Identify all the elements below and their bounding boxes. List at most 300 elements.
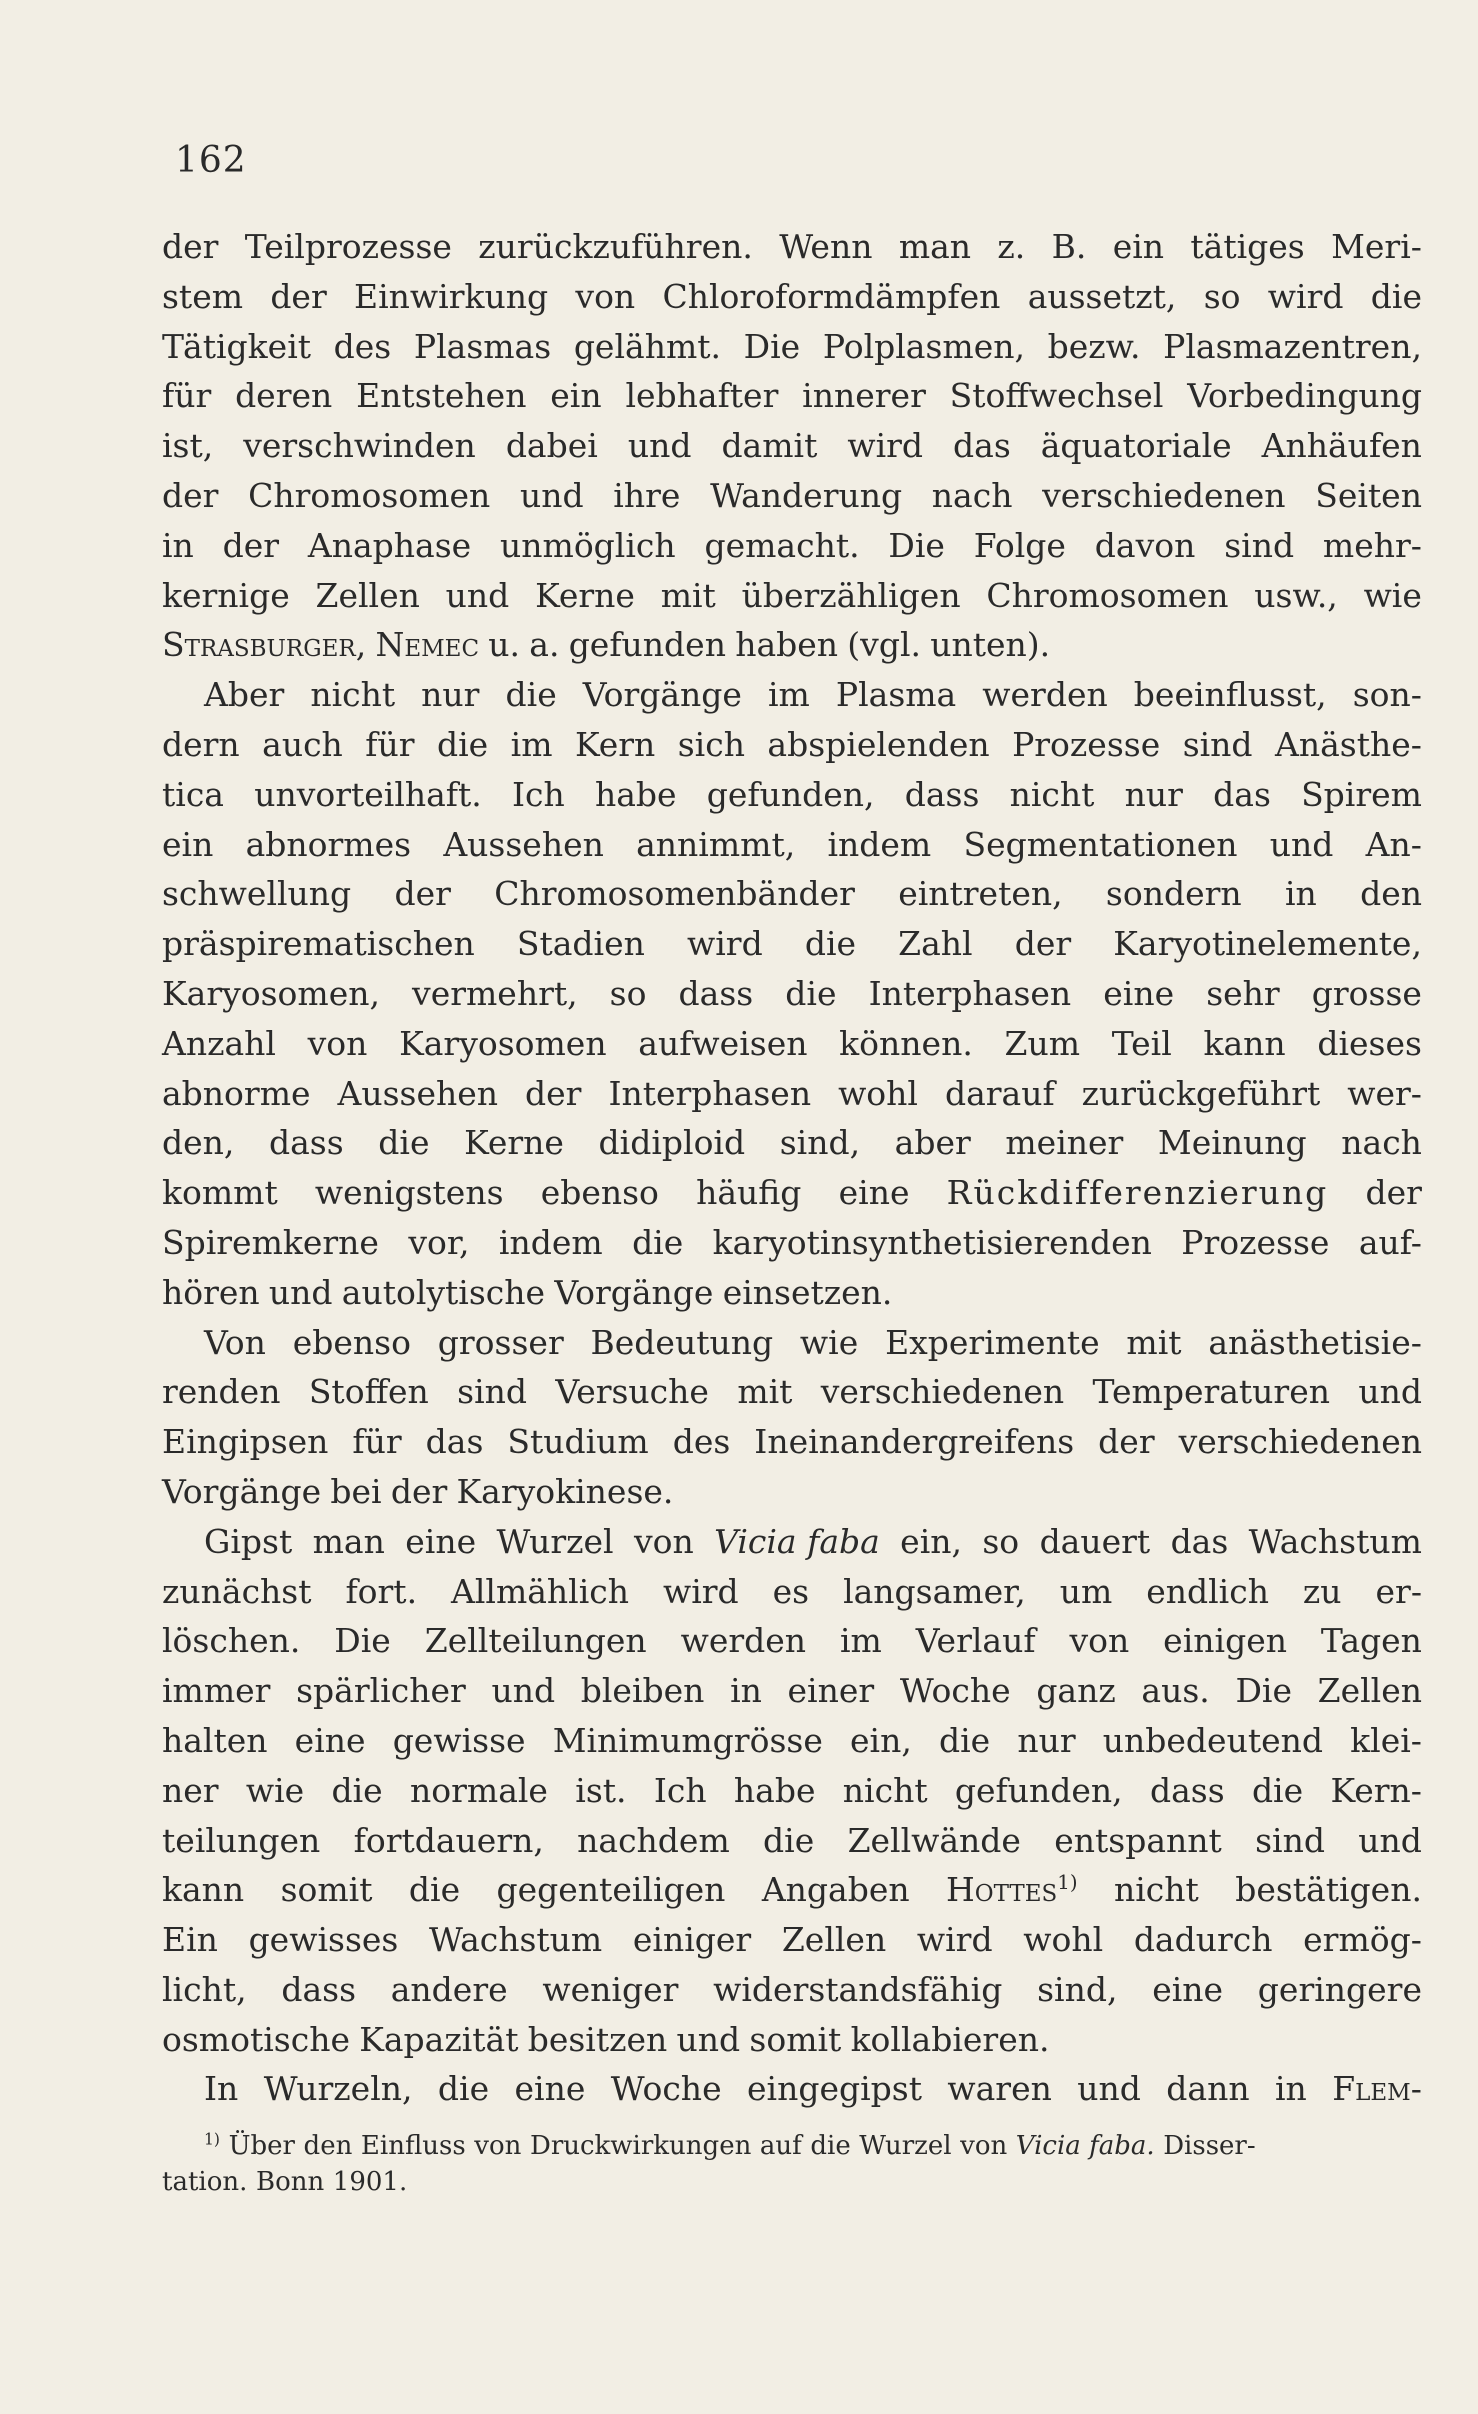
word: widerstandsfähig: [713, 1969, 1003, 2009]
word: Gipst: [204, 1521, 293, 1561]
word: eine: [1152, 1969, 1224, 2009]
word: für: [352, 1422, 402, 1462]
word: Temperaturen: [1092, 1372, 1330, 1412]
word: präspirematischen: [162, 924, 475, 964]
word: Seiten: [1315, 475, 1422, 515]
word: die: [763, 1820, 815, 1860]
word: osmotische: [162, 2019, 350, 2059]
word: immer: [162, 1671, 271, 1711]
word: im: [767, 675, 810, 715]
word: und: [1358, 1820, 1422, 1860]
word: somit: [749, 2019, 842, 2059]
text-line: [162, 1915, 1422, 1965]
word: Ich: [653, 1770, 707, 1810]
word: ermög-: [1303, 1920, 1422, 1960]
word: dann: [1166, 2069, 1250, 2109]
word: und: [1358, 1372, 1422, 1412]
word: lebhafter: [625, 376, 779, 416]
word: B.: [1051, 227, 1087, 266]
word: wenigstens: [314, 1173, 504, 1213]
word: Karyokinese.: [456, 1471, 674, 1511]
word: nicht: [1009, 774, 1095, 814]
word: wer-: [1347, 1073, 1422, 1113]
word: um: [1059, 1571, 1113, 1611]
word: ist.: [575, 1770, 627, 1810]
word: eine: [294, 1720, 366, 1760]
word: habe: [594, 774, 677, 814]
word: der: [162, 475, 219, 515]
word: Kerne: [464, 1123, 564, 1163]
word: verschiedenen: [1178, 1422, 1422, 1462]
word: endlich: [1146, 1571, 1269, 1611]
word: Kern-: [1330, 1770, 1422, 1810]
word: die: [804, 924, 857, 964]
word: Teil: [1111, 1023, 1172, 1063]
word: licht,: [162, 1969, 247, 2009]
word: indem: [498, 1222, 603, 1262]
text-line: [162, 1517, 1422, 1567]
word: und: [676, 2019, 741, 2059]
word: Aussehen: [443, 824, 604, 864]
word: nur: [421, 675, 480, 715]
word: 1901.: [332, 2167, 408, 2197]
word: vor,: [408, 1222, 470, 1262]
word: teilungen: [162, 1820, 321, 1860]
word: dass: [281, 1969, 357, 2009]
word: deren: [235, 376, 333, 416]
word: entspannt: [1054, 1820, 1222, 1860]
word: hören: [162, 1272, 260, 1312]
word: Angaben: [761, 1870, 910, 1910]
word: der: [394, 874, 451, 914]
word: davon: [1094, 525, 1196, 565]
word: auf: [759, 2131, 802, 2161]
word: nicht: [310, 675, 396, 715]
word: darauf: [944, 1073, 1055, 1113]
word: im: [839, 1621, 882, 1661]
styled-text: Hottes$^{1)}$: [946, 1870, 1078, 1910]
word: mehr-: [1322, 525, 1422, 565]
word: wird: [687, 924, 763, 964]
text-line: [162, 521, 1422, 571]
word: von: [633, 1521, 694, 1561]
word: zurückzuführen.: [478, 227, 753, 266]
word: Experimente: [885, 1322, 1100, 1362]
word: aussetzt,: [1027, 276, 1177, 316]
word: Ich: [511, 774, 565, 814]
word: gefunden: [568, 625, 726, 665]
word: somit: [280, 1870, 373, 1910]
word: ein,: [849, 1720, 912, 1760]
word: die: [785, 973, 837, 1013]
word: mit: [660, 575, 716, 615]
word: unvorteilhaft.: [254, 774, 482, 814]
word: gefunden,: [706, 774, 875, 814]
footnote-line: [162, 2128, 1422, 2164]
footnotes: [162, 2128, 1422, 2200]
word: spärlicher: [296, 1671, 466, 1711]
word: mit: [1126, 1322, 1182, 1362]
word: Stoffen: [308, 1372, 429, 1412]
word: eine: [405, 1521, 477, 1561]
word: dadurch: [1133, 1920, 1273, 1960]
word: Einwirkung: [354, 276, 549, 316]
word: einiger: [632, 1920, 752, 1960]
word: und: [1269, 824, 1334, 864]
word: ebenso: [292, 1322, 411, 1362]
word: vermehrt,: [412, 973, 578, 1013]
word: die: [632, 1222, 684, 1262]
word: halten: [162, 1720, 268, 1760]
word: Spirem: [1301, 774, 1422, 814]
word: eintreten,: [898, 874, 1063, 914]
word: tation.: [162, 2167, 248, 2197]
word: Die: [334, 1621, 391, 1661]
word: Vorgänge: [582, 675, 742, 715]
word: Woche: [899, 1671, 1011, 1711]
word: unmöglich: [500, 525, 676, 565]
footnote-marker: 1): [204, 2130, 221, 2149]
word: der: [525, 1073, 582, 1113]
word: aus.: [1141, 1671, 1210, 1711]
styled-text: Strasburger,: [162, 625, 367, 665]
word: den: [1360, 874, 1422, 914]
word: Karyosomen: [399, 1023, 607, 1063]
word: normale: [410, 1770, 548, 1810]
word: Ineinandergreifens: [754, 1422, 1075, 1462]
word: geringere: [1257, 1969, 1422, 2009]
word: besitzen: [527, 2019, 668, 2059]
word: den: [303, 2131, 353, 2161]
word: und: [627, 426, 692, 466]
word: nach: [1341, 1123, 1422, 1163]
word: tätiges: [1190, 227, 1305, 266]
word: sich: [677, 724, 745, 764]
word: fortdauern,: [353, 1820, 544, 1860]
word: wird: [916, 1920, 993, 1960]
word: Meinung: [1157, 1123, 1307, 1163]
text-line: [162, 1816, 1422, 1866]
word: nachdem: [577, 1820, 730, 1860]
word: und: [491, 1671, 556, 1711]
word: Aussehen: [337, 1073, 499, 1113]
word: dauert: [1039, 1521, 1151, 1561]
word: von: [1069, 1621, 1130, 1661]
word: Die: [888, 525, 945, 565]
word: Teilprozesse: [244, 227, 452, 266]
word: Anästhe-: [1275, 724, 1422, 764]
word: usw.,: [1254, 575, 1338, 615]
word: haben: [735, 625, 839, 665]
word: eine: [514, 2069, 586, 2109]
word: Anhäufen: [1261, 426, 1422, 466]
word: Zellen: [781, 1920, 887, 1960]
word: aber: [894, 1123, 971, 1163]
word: von: [307, 1023, 368, 1063]
word: wohl: [1023, 1920, 1104, 1960]
word: fort.: [345, 1571, 418, 1611]
word: Studium: [507, 1422, 649, 1462]
word: die: [1251, 1770, 1304, 1810]
word: wie: [245, 1770, 305, 1810]
word: Stadien: [516, 924, 645, 964]
word: Tätigkeit: [162, 326, 312, 366]
word: Entstehen: [356, 376, 527, 416]
word: mit: [737, 1372, 793, 1412]
word: und: [1077, 2069, 1141, 2109]
word: u.: [488, 625, 521, 665]
word: wie: [799, 1322, 859, 1362]
word: Plasmazentren,: [1163, 326, 1422, 366]
word: abnormes: [245, 824, 412, 864]
word: einigen: [1163, 1621, 1287, 1661]
word: Über: [228, 2131, 295, 2161]
word: unbedeutend: [1102, 1720, 1323, 1760]
word: Einfluss: [360, 2131, 466, 2161]
word: sind: [1255, 1820, 1325, 1860]
word: von: [960, 2131, 1008, 2161]
word: Folge: [973, 525, 1066, 565]
word: verschwinden: [243, 426, 476, 466]
word: Kern: [574, 724, 656, 764]
text-line: [162, 1168, 1422, 1218]
word: eine: [1103, 973, 1175, 1013]
word: in: [162, 525, 194, 565]
word: kann: [162, 1870, 245, 1910]
word: Eingipsen: [162, 1422, 329, 1462]
word: autolytische: [341, 1272, 546, 1312]
word: meiner: [1005, 1123, 1124, 1163]
word: der: [1014, 924, 1072, 964]
text-line: [162, 1069, 1422, 1119]
text-line: [162, 1716, 1422, 1766]
word: die: [436, 724, 489, 764]
word: häufig: [696, 1173, 802, 1213]
word: Tagen: [1320, 1621, 1422, 1661]
word: Plasmas: [413, 326, 552, 366]
word: gewisses: [248, 1920, 399, 1960]
word: die: [331, 1770, 383, 1810]
word: nicht: [842, 1770, 928, 1810]
word: löschen.: [162, 1621, 301, 1661]
word: können.: [839, 1023, 973, 1063]
text-line: [162, 1666, 1422, 1716]
word: nicht: [1114, 1870, 1199, 1910]
word: wohl: [838, 1073, 918, 1113]
word: Zellen: [315, 575, 420, 615]
word: das: [425, 1422, 484, 1462]
word: des: [672, 1422, 731, 1462]
word: es: [772, 1571, 810, 1611]
word: äquatoriale: [1040, 426, 1232, 466]
word: dieses: [1317, 1023, 1422, 1063]
word: Wurzeln,: [263, 2069, 413, 2109]
text-line: [162, 1417, 1422, 1467]
word: verschiedenen: [820, 1372, 1065, 1412]
word: man: [898, 227, 972, 266]
word: dass: [269, 1123, 344, 1163]
text-line: [162, 1019, 1422, 1069]
word: dabei: [505, 426, 598, 466]
word: die: [938, 1720, 991, 1760]
word: Stoffwechsel: [949, 376, 1164, 416]
word: indem: [827, 824, 932, 864]
word: ein: [1112, 227, 1165, 266]
word: in: [1274, 2069, 1307, 2109]
word: den,: [162, 1123, 235, 1163]
text-line: [162, 720, 1422, 770]
word: die: [378, 1123, 430, 1163]
word: Die: [743, 326, 801, 366]
text-line: [162, 670, 1422, 720]
word: das: [1170, 1521, 1229, 1561]
word: aufweisen: [638, 1023, 808, 1063]
word: sondern: [1105, 874, 1242, 914]
word: Wenn: [779, 227, 873, 266]
word: Chloroformdämpfen: [662, 276, 1001, 316]
word: In: [204, 2069, 239, 2109]
word: Zum: [1004, 1023, 1080, 1063]
word: ein: [162, 824, 214, 864]
text-line: [162, 1268, 1422, 1318]
word: der: [1098, 1422, 1155, 1462]
word: Karyosomen,: [162, 973, 380, 1013]
word: Zellteilungen: [424, 1621, 647, 1661]
word: andere: [390, 1969, 508, 2009]
word: unten).: [930, 625, 1051, 665]
word: der: [162, 227, 219, 266]
word: Aber: [204, 675, 285, 715]
word: bezw.: [1047, 326, 1141, 366]
word: verschiedenen: [1042, 475, 1286, 515]
word: didiploid: [598, 1123, 746, 1163]
word: Bonn: [255, 2167, 325, 2197]
word: zunächst: [162, 1571, 312, 1611]
word: ein: [550, 376, 602, 416]
page-number: 162: [175, 140, 247, 181]
word: Wurzel: [859, 2131, 952, 2161]
word: Vorbedingung: [1187, 376, 1422, 416]
text-line: [162, 471, 1422, 521]
word: sind: [457, 1372, 528, 1412]
word: Prozesse: [1181, 1222, 1330, 1262]
word: weniger: [542, 1969, 679, 2009]
text-line: [162, 421, 1422, 471]
word: sind,: [1037, 1969, 1118, 2009]
word: werden: [982, 675, 1108, 715]
word: sehr: [1206, 973, 1280, 1013]
word: so: [609, 973, 647, 1013]
text-line: [162, 1318, 1422, 1368]
word: gewisse: [392, 1720, 526, 1760]
word: bestätigen.: [1235, 1870, 1422, 1910]
word: kernige: [162, 575, 290, 615]
text-line: [162, 1865, 1422, 1915]
word: Spiremkerne: [162, 1222, 379, 1262]
word: die: [1370, 276, 1422, 316]
word: die: [810, 2131, 851, 2161]
word: kommt: [162, 1173, 278, 1213]
word: der: [222, 525, 280, 565]
text-line: [162, 1467, 1422, 1517]
word: er-: [1375, 1571, 1422, 1611]
word: das: [1213, 774, 1271, 814]
word: in: [1284, 874, 1317, 914]
word: renden: [162, 1372, 281, 1412]
word: Wachstum: [429, 1920, 603, 1960]
body-text: [162, 222, 1422, 2114]
word: ebenso: [540, 1173, 659, 1213]
word: Chromosomen: [248, 475, 491, 515]
word: so: [982, 1521, 1020, 1561]
word: (vgl.: [847, 625, 921, 665]
word: Zahl: [898, 924, 973, 964]
word: und: [519, 475, 584, 515]
word: tica: [162, 774, 224, 814]
word: kann: [1203, 1023, 1286, 1063]
word: innerer: [802, 376, 926, 416]
text-line: [162, 1616, 1422, 1666]
word: von: [575, 276, 636, 316]
text-line: [162, 820, 1422, 870]
text-line: [162, 620, 1422, 670]
word: auf-: [1358, 1222, 1422, 1262]
word: wie: [1363, 575, 1422, 615]
word: son-: [1352, 675, 1422, 715]
word: dern: [162, 724, 240, 764]
word: grosse: [1311, 973, 1422, 1013]
word: wird: [1267, 276, 1344, 316]
word: karyotinsynthetisierenden: [712, 1222, 1152, 1262]
word: Allmählich: [451, 1571, 630, 1611]
footnote-reference: 1): [1057, 1871, 1078, 1895]
word: grosser: [437, 1322, 564, 1362]
word: für: [365, 724, 415, 764]
word: des: [333, 326, 392, 366]
word: Zellen: [1317, 1671, 1422, 1711]
styled-text: Flem-: [1332, 2069, 1422, 2109]
text-line: [162, 1367, 1422, 1417]
word: dass: [904, 774, 980, 814]
word: habe: [733, 1770, 816, 1810]
word: Prozesse: [1012, 724, 1161, 764]
word: überzähligen: [741, 575, 961, 615]
word: ihre: [613, 475, 681, 515]
word: ner: [162, 1770, 219, 1810]
word: die: [408, 1870, 461, 1910]
word: Die: [1235, 1671, 1292, 1711]
word: Verlauf: [915, 1621, 1036, 1661]
word: ist,: [162, 426, 214, 466]
word: das: [953, 426, 1011, 466]
word: der: [390, 1471, 448, 1511]
word: eingegipst: [746, 2069, 922, 2109]
word: Vorgänge: [162, 1471, 322, 1511]
text-line: [162, 1118, 1422, 1168]
word: Versuche: [555, 1372, 709, 1412]
footnote-line: [162, 2164, 1422, 2200]
text-line: [162, 969, 1422, 1019]
word: man: [312, 1521, 385, 1561]
word: sind: [1224, 525, 1295, 565]
word: so: [1203, 276, 1241, 316]
text-line: [162, 2064, 1422, 2114]
word: gegenteiligen: [496, 1870, 726, 1910]
styled-text: Vicia faba: [714, 1521, 880, 1561]
word: für: [162, 376, 212, 416]
word: Segmentationen: [963, 824, 1238, 864]
word: schwellung: [162, 874, 352, 914]
